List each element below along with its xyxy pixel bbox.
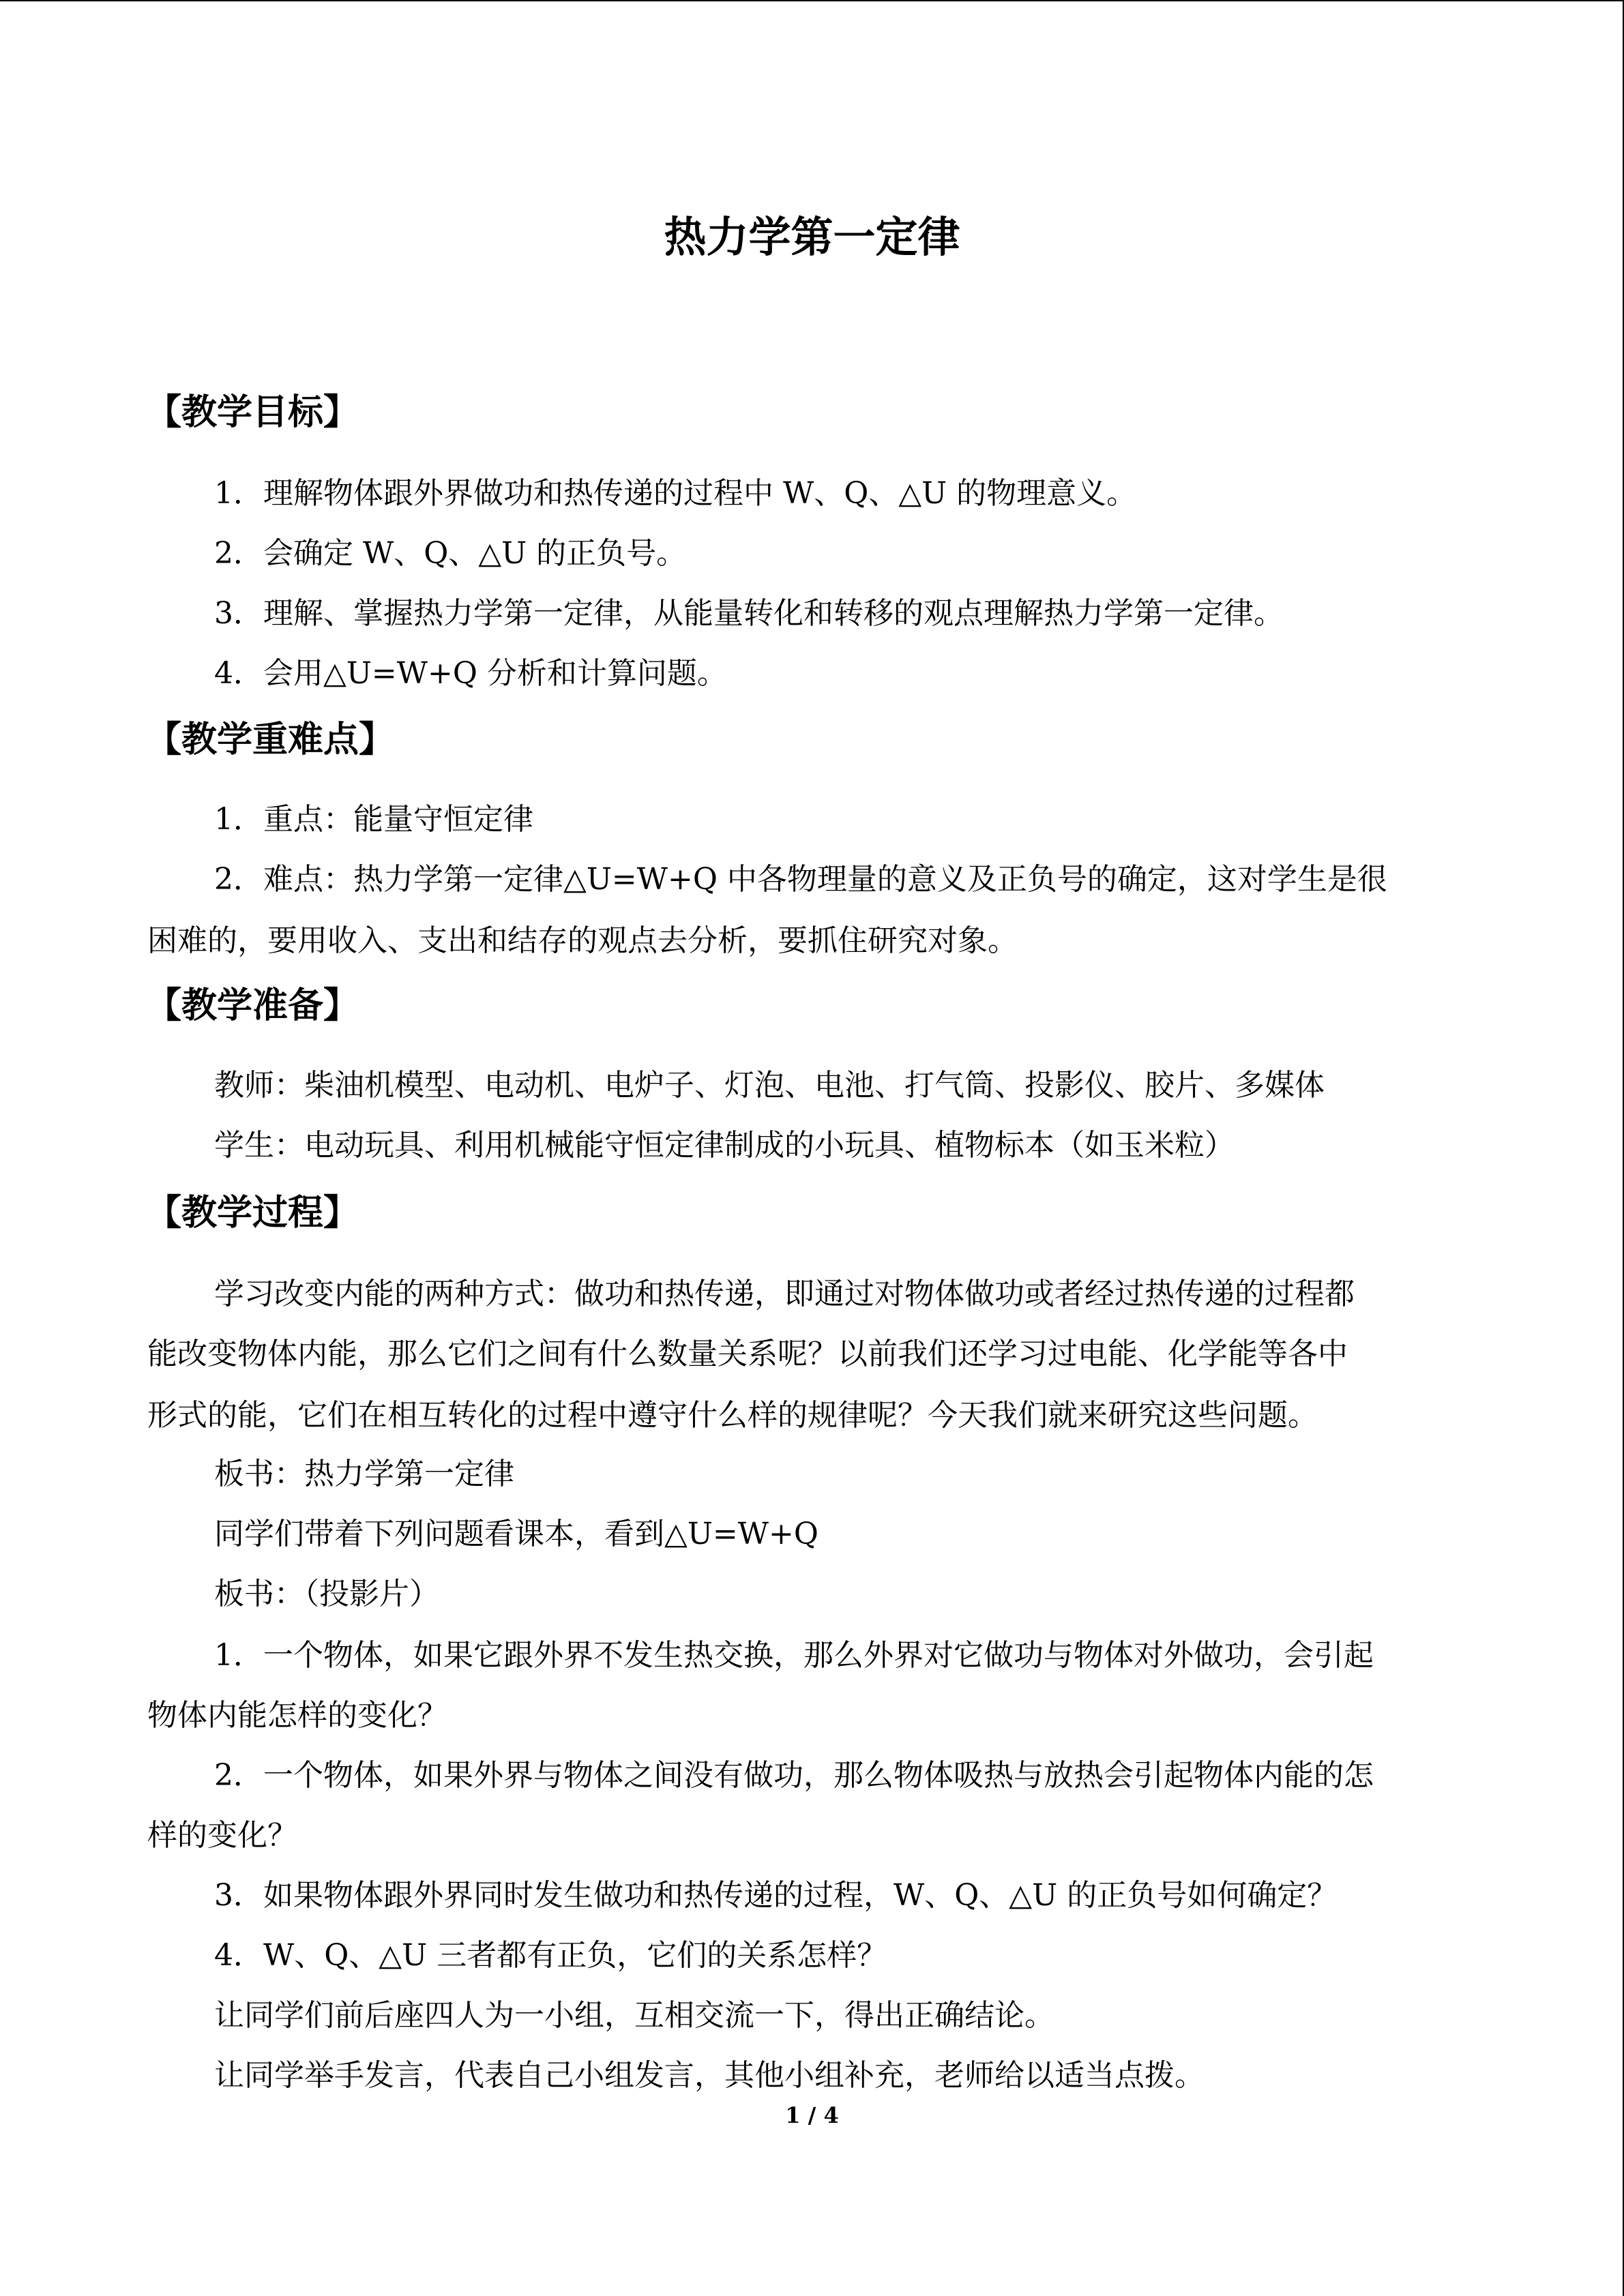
section-heading-preparation: 【教学准备】 <box>146 985 359 1026</box>
process-line-14: 让同学举手发言，代表自己小组发言，其他小组补充，老师给以适当点拨。 <box>214 2058 1205 2093</box>
process-line-8: 物体内能怎样的变化？ <box>147 1698 447 1733</box>
preparation-student: 学生：电动玩具、利用机械能守恒定律制成的小玩具、植物标本（如玉米粒） <box>214 1128 1235 1163</box>
process-line-4: 板书：热力学第一定律 <box>214 1457 514 1491</box>
process-line-9: 2．一个物体，如果外界与物体之间没有做功，那么物体吸热与放热会引起物体内能的怎 <box>214 1758 1374 1793</box>
process-line-6: 板书：（投影片） <box>214 1577 439 1611</box>
objective-item-4: 4．会用△U=W+Q 分析和计算问题。 <box>214 656 727 691</box>
objective-item-1: 1．理解物体跟外界做功和热传递的过程中 W、Q、△U 的物理意义。 <box>214 476 1137 511</box>
objective-item-2: 2．会确定 W、Q、△U 的正负号。 <box>214 536 687 571</box>
process-line-11: 3．如果物体跟外界同时发生做功和热传递的过程，W、Q、△U 的正负号如何确定？ <box>214 1878 1338 1913</box>
process-line-7: 1．一个物体，如果它跟外界不发生热交换，那么外界对它做功与物体对外做功，会引起 <box>214 1638 1374 1673</box>
process-line-2: 能改变物体内能，那么它们之间有什么数量关系呢？以前我们还学习过电能、化学能等各中 <box>147 1337 1348 1371</box>
process-line-10: 样的变化？ <box>147 1818 297 1853</box>
process-line-5: 同学们带着下列问题看课本，看到△U=W+Q <box>214 1517 818 1551</box>
page-number: 1 / 4 <box>785 2102 839 2128</box>
section-heading-key-points: 【教学重难点】 <box>146 719 395 760</box>
section-heading-process: 【教学过程】 <box>146 1193 359 1234</box>
section-heading-objectives: 【教学目标】 <box>146 392 359 433</box>
process-line-3: 形式的能，它们在相互转化的过程中遵守什么样的规律呢？今天我们就来研究这些问题。 <box>147 1398 1318 1433</box>
objective-item-3: 3．理解、掌握热力学第一定律，从能量转化和转移的观点理解热力学第一定律。 <box>214 596 1284 631</box>
process-line-13: 让同学们前后座四人为一小组，互相交流一下，得出正确结论。 <box>214 1998 1054 2033</box>
process-line-1: 学习改变内能的两种方式：做功和热传递，即通过对物体做功或者经过热传递的过程都 <box>214 1277 1355 1311</box>
key-point-item-2-continued: 困难的，要用收入、支出和结存的观点去分析，要抓住研究对象。 <box>147 923 1018 958</box>
process-line-12: 4．W、Q、△U 三者都有正负，它们的关系怎样？ <box>214 1938 887 1973</box>
preparation-teacher: 教师：柴油机模型、电动机、电炉子、灯泡、电池、打气筒、投影仪、胶片、多媒体 <box>214 1068 1325 1103</box>
key-point-item-1: 1．重点：能量守恒定律 <box>214 802 533 837</box>
key-point-item-2: 2．难点：热力学第一定律△U=W+Q 中各物理量的意义及正负号的确定，这对学生是很 <box>214 862 1387 897</box>
document-title: 热力学第一定律 <box>664 212 960 262</box>
